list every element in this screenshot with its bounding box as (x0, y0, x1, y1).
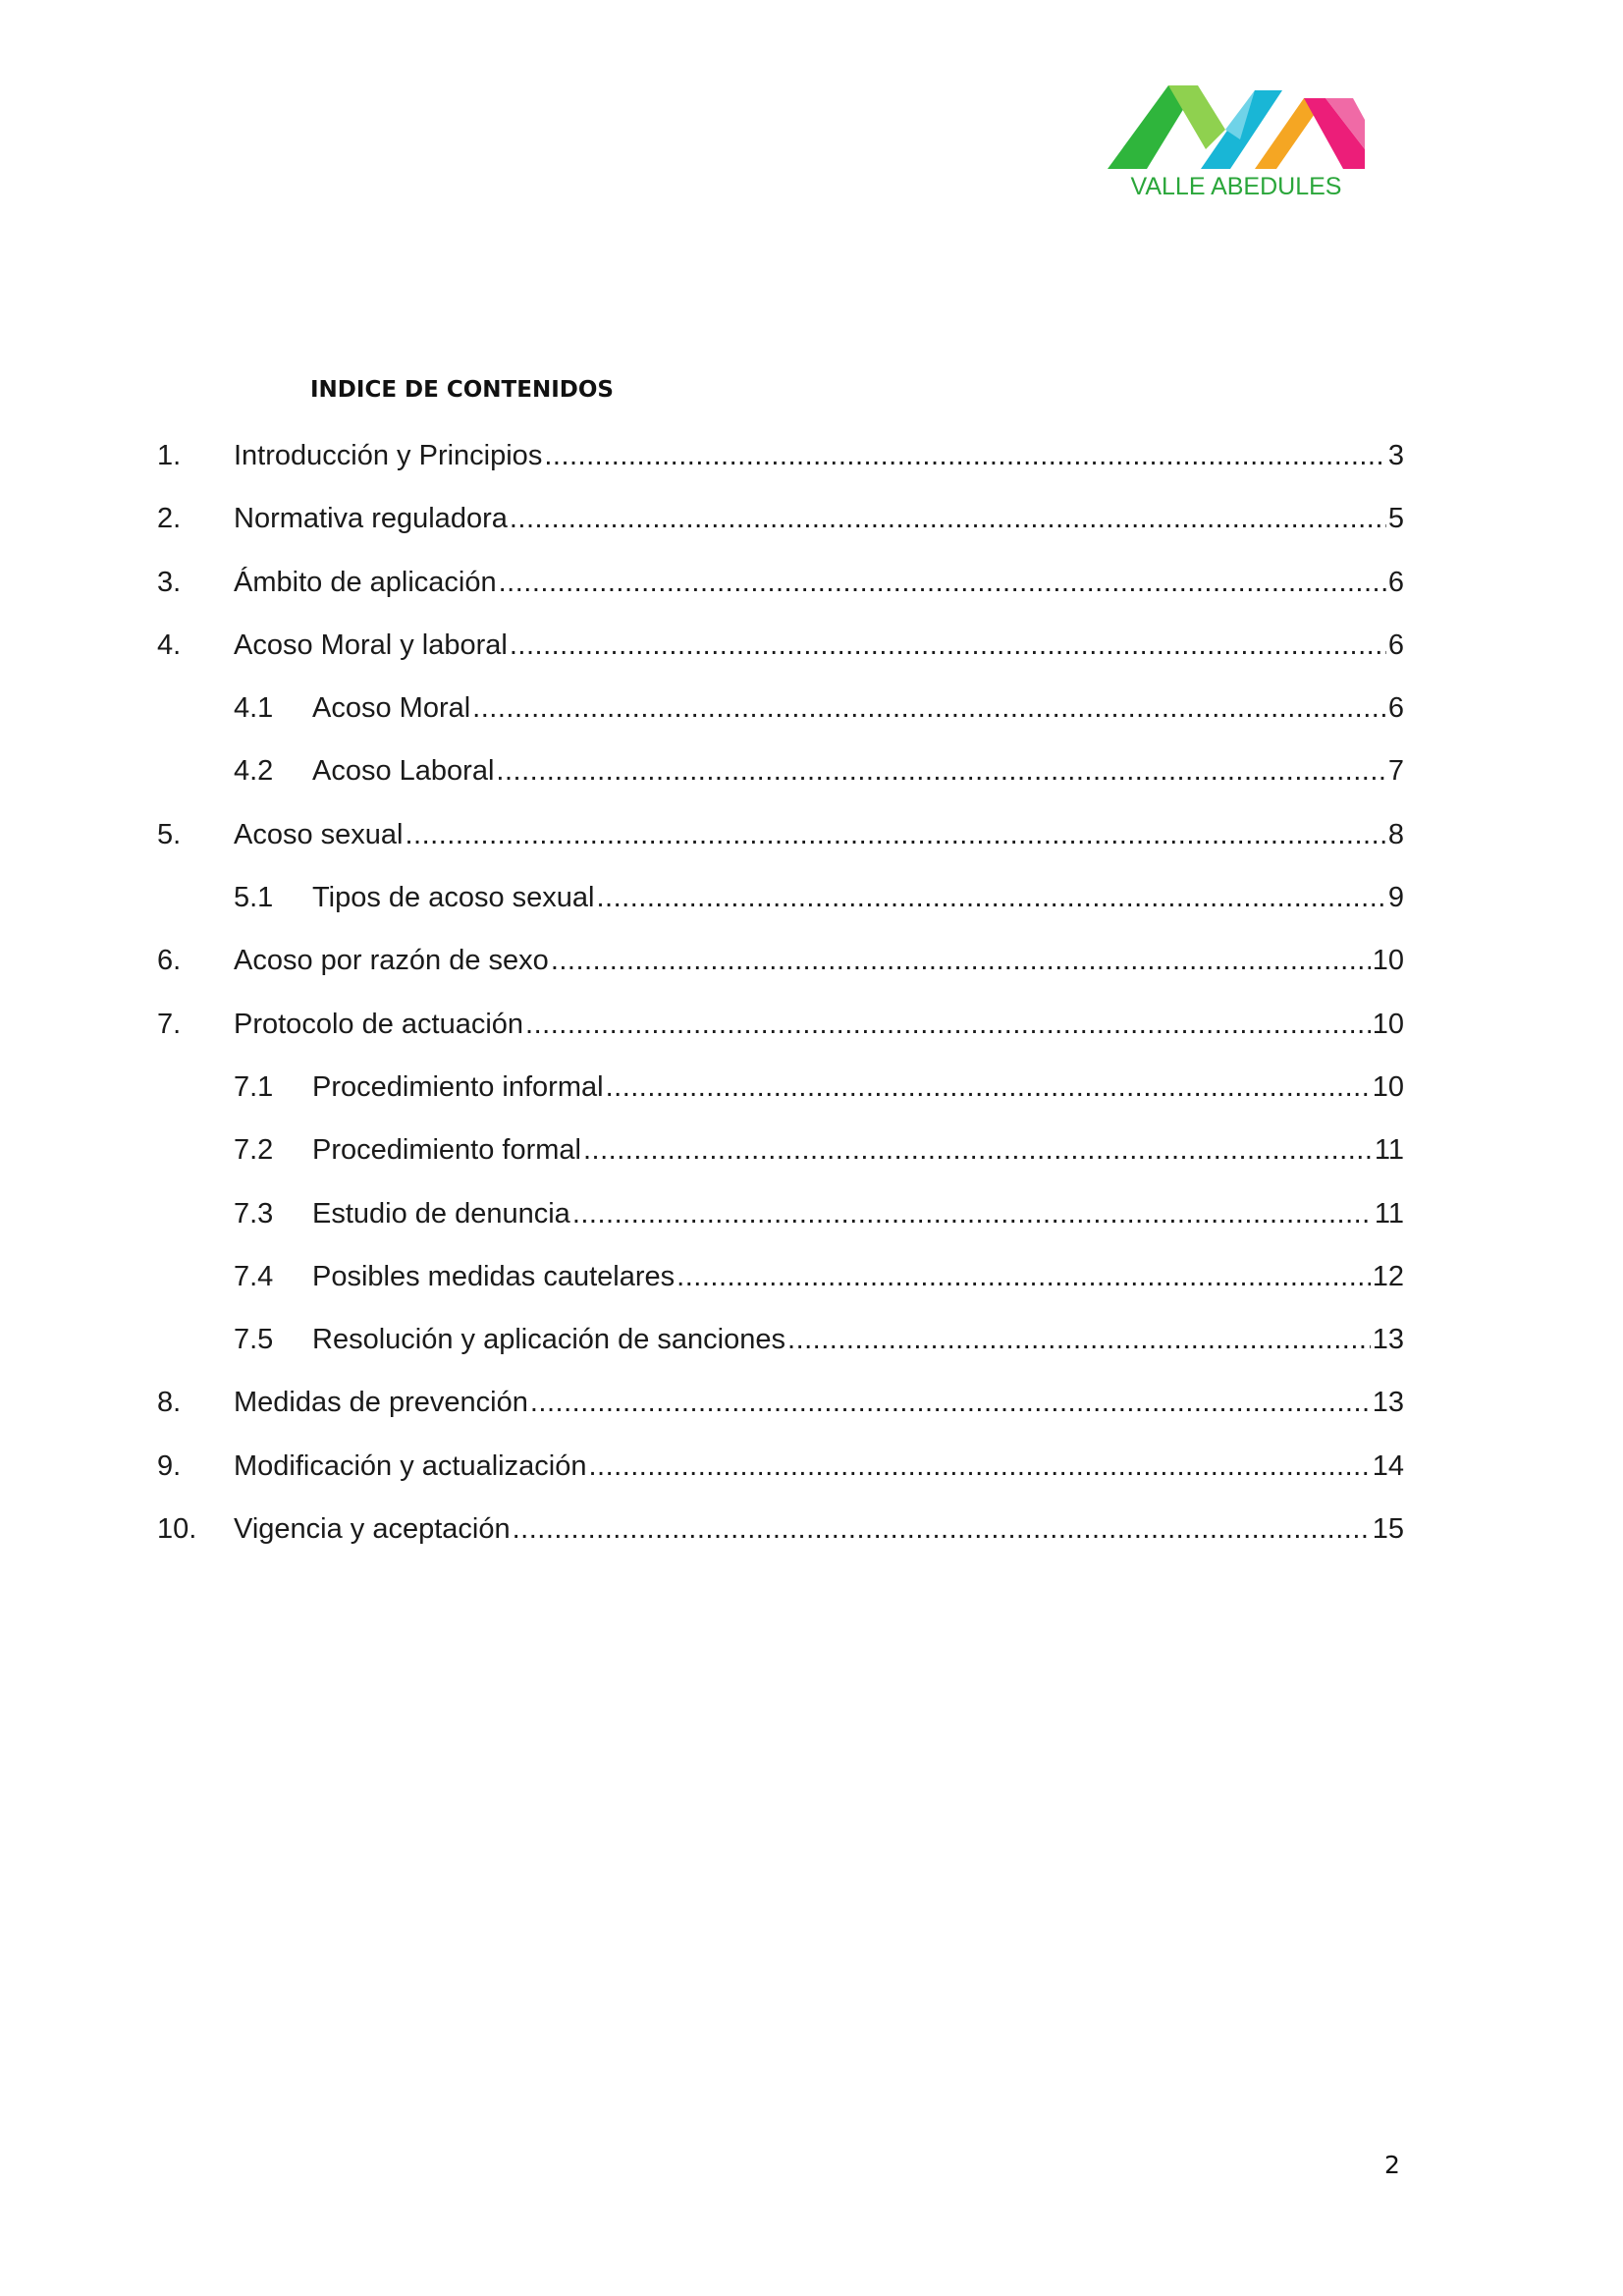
toc-dot-leader (496, 751, 1385, 791)
toc-entry[interactable] (157, 815, 1404, 878)
toc-entry-page: 6 (1387, 629, 1404, 661)
toc-entry-label: Procedimiento informal (312, 1070, 604, 1103)
toc-entry-label: Acoso Moral y laboral (234, 629, 508, 661)
toc-entry-page: 13 (1372, 1324, 1404, 1356)
toc-entry-number: 7.1 (234, 1070, 274, 1103)
toc-entry-page: 9 (1387, 882, 1404, 914)
toc-entry[interactable] (157, 1005, 1404, 1067)
toc-dot-leader (525, 1005, 1371, 1044)
toc-dot-leader (606, 1067, 1371, 1107)
toc-entry-label: Acoso Moral (312, 692, 471, 725)
logo-mark-icon (1108, 81, 1365, 179)
table-of-contents (157, 436, 1404, 1572)
toc-entry[interactable] (157, 563, 1404, 626)
toc-entry-label: Tipos de acoso sexual (312, 882, 595, 914)
toc-entry-label: Acoso sexual (234, 818, 404, 850)
toc-entry-label: Medidas de prevención (234, 1387, 528, 1419)
toc-entry[interactable] (157, 1067, 1404, 1130)
toc-entry[interactable] (157, 1130, 1404, 1193)
toc-entry-label: Resolución y aplicación de sanciones (312, 1324, 786, 1356)
toc-entry-page: 15 (1372, 1513, 1404, 1546)
toc-entry[interactable] (157, 1509, 1404, 1572)
toc-entry-label: Acoso por razón de sexo (234, 945, 549, 977)
toc-dot-leader (596, 878, 1385, 917)
toc-entry[interactable] (157, 1447, 1404, 1509)
toc-entry-page: 10 (1372, 1008, 1404, 1040)
toc-entry-number: 7. (157, 1008, 182, 1040)
toc-entry-label: Procedimiento formal (312, 1134, 581, 1167)
toc-entry[interactable] (157, 1320, 1404, 1383)
page-number: 2 (1384, 2151, 1400, 2179)
toc-entry-number: 10. (157, 1513, 197, 1546)
toc-entry-label: Modificación y actualización (234, 1449, 587, 1482)
toc-entry-page: 11 (1374, 1134, 1404, 1167)
toc-entry[interactable] (157, 1257, 1404, 1320)
toc-entry-label: Introducción y Principios (234, 440, 543, 471)
toc-entry-number: 6. (157, 945, 182, 977)
toc-title: INDICE DE CONTENIDOS (310, 377, 614, 403)
toc-dot-leader (572, 1194, 1373, 1233)
toc-entry-page: 10 (1372, 945, 1404, 977)
toc-entry-number: 7.5 (234, 1324, 274, 1356)
toc-entry-label: Acoso Laboral (312, 755, 495, 788)
toc-entry-number: 4.1 (234, 692, 274, 725)
toc-entry[interactable] (157, 499, 1404, 562)
toc-entry[interactable] (157, 688, 1404, 751)
toc-dot-leader (676, 1257, 1371, 1296)
toc-dot-leader (588, 1447, 1370, 1486)
toc-entry-number: 2. (157, 503, 182, 535)
toc-entry-page: 13 (1372, 1387, 1404, 1419)
toc-entry[interactable] (157, 626, 1404, 688)
toc-entry-number: 4.2 (234, 755, 274, 788)
toc-entry-page: 12 (1372, 1260, 1404, 1292)
toc-dot-leader (510, 626, 1386, 665)
toc-entry[interactable] (157, 751, 1404, 814)
toc-entry-page: 11 (1374, 1197, 1404, 1230)
toc-dot-leader (499, 563, 1386, 602)
toc-entry-page: 6 (1387, 566, 1404, 598)
toc-entry-label: Protocolo de actuación (234, 1008, 524, 1040)
toc-entry-number: 7.4 (234, 1260, 274, 1292)
toc-dot-leader (787, 1320, 1371, 1359)
toc-dot-leader (583, 1130, 1373, 1170)
toc-entry-number: 7.3 (234, 1197, 274, 1230)
toc-dot-leader (551, 941, 1371, 980)
toc-entry-page: 5 (1387, 503, 1404, 535)
toc-entry-page: 6 (1387, 692, 1404, 725)
toc-dot-leader (510, 499, 1386, 538)
toc-dot-leader (513, 1509, 1371, 1549)
toc-entry[interactable] (157, 1383, 1404, 1446)
toc-entry-page: 7 (1387, 755, 1404, 788)
toc-entry-page: 10 (1372, 1070, 1404, 1103)
toc-entry-number: 1. (157, 440, 182, 471)
toc-entry-page: 8 (1387, 818, 1404, 850)
toc-entry[interactable] (157, 436, 1404, 499)
toc-entry-page: 3 (1387, 440, 1404, 471)
toc-entry[interactable] (157, 941, 1404, 1004)
toc-entry-number: 8. (157, 1387, 182, 1419)
toc-dot-leader (530, 1383, 1371, 1422)
company-logo (1108, 81, 1365, 208)
toc-entry-label: Posibles medidas cautelares (312, 1260, 676, 1292)
toc-dot-leader (406, 815, 1386, 854)
toc-entry-number: 7.2 (234, 1134, 274, 1167)
toc-dot-leader (472, 688, 1386, 728)
toc-entry-number: 5. (157, 818, 182, 850)
toc-entry-number: 9. (157, 1449, 182, 1482)
toc-entry[interactable] (157, 1194, 1404, 1257)
toc-dot-leader (544, 436, 1386, 475)
toc-entry-page: 14 (1372, 1449, 1404, 1482)
toc-entry-label: Estudio de denuncia (312, 1197, 570, 1230)
toc-entry-label: Ámbito de aplicación (234, 566, 497, 598)
toc-entry-label: Vigencia y aceptación (234, 1513, 511, 1546)
toc-entry-number: 4. (157, 629, 182, 661)
toc-entry[interactable] (157, 878, 1404, 941)
toc-entry-label: Normativa reguladora (234, 503, 508, 535)
logo-text: VALLE ABEDULES (1130, 173, 1342, 200)
toc-entry-number: 5.1 (234, 882, 274, 914)
toc-entry-number: 3. (157, 566, 182, 598)
